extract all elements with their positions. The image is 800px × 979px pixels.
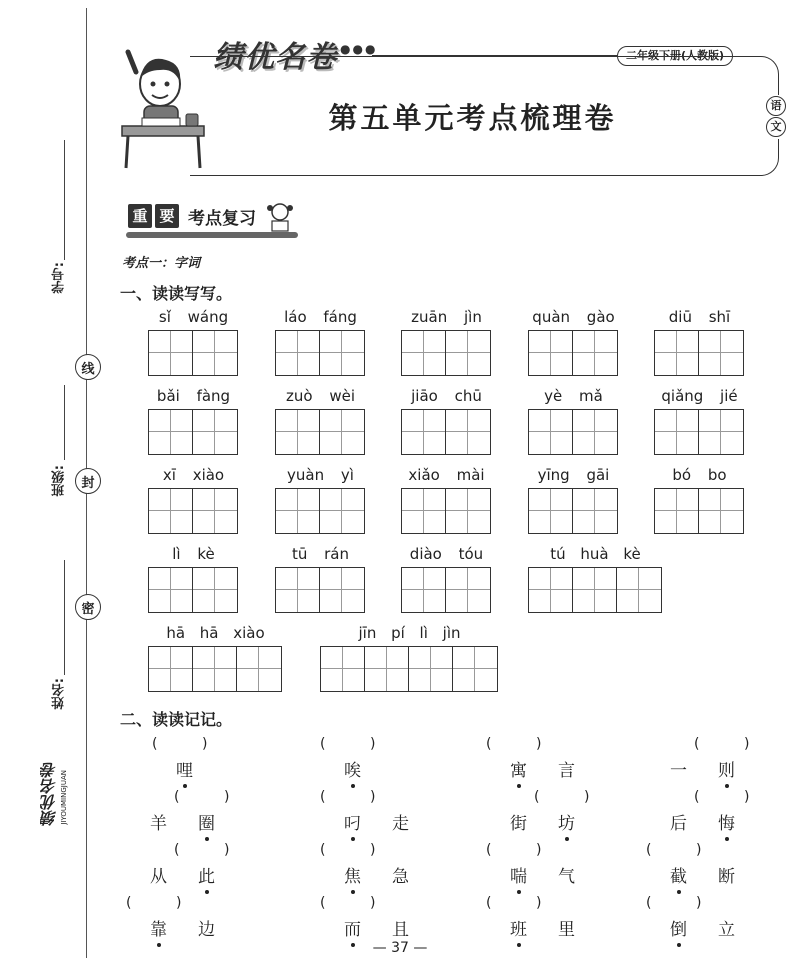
- vocab-char: 班: [510, 915, 527, 940]
- writing-cell[interactable]: [320, 489, 364, 533]
- writing-cell[interactable]: [573, 568, 617, 612]
- writing-cell[interactable]: [453, 647, 497, 691]
- writing-cell[interactable]: [193, 568, 237, 612]
- writing-box[interactable]: [528, 330, 618, 376]
- writing-box[interactable]: [401, 330, 491, 376]
- class-line: [64, 385, 65, 460]
- writing-cell[interactable]: [402, 489, 446, 533]
- pinyin-prompt: tū rán: [291, 545, 350, 563]
- writing-cell[interactable]: [529, 568, 573, 612]
- vocab-char: 坊: [558, 809, 575, 834]
- vocab-char: 且: [392, 920, 409, 940]
- vocab-char: 截: [670, 862, 687, 887]
- writing-box[interactable]: [654, 330, 744, 376]
- writing-cell[interactable]: [402, 568, 446, 612]
- writing-cell[interactable]: [365, 647, 409, 691]
- pinyin-prompt: yè mǎ: [544, 387, 603, 405]
- writing-cell[interactable]: [446, 489, 490, 533]
- question-two-heading: 二、读读记记。: [120, 710, 233, 729]
- vocab-char: 则: [718, 756, 735, 781]
- writing-cell[interactable]: [402, 331, 446, 375]
- vocab-char: 喘: [510, 862, 527, 887]
- vocab-char: 边: [198, 920, 215, 940]
- section-title: 考点复习: [188, 208, 256, 229]
- writing-box[interactable]: [148, 488, 238, 534]
- writing-cell[interactable]: [446, 568, 490, 612]
- vocab-char: 圈: [198, 809, 215, 834]
- writing-cell[interactable]: [193, 489, 237, 533]
- vocab-char: 断: [718, 867, 735, 887]
- pinyin-prompt: yuàn yì: [287, 466, 354, 484]
- writing-box[interactable]: [275, 409, 365, 455]
- writing-box[interactable]: [654, 409, 744, 455]
- vocab-char: 叼: [344, 809, 361, 834]
- section-tag: 要: [155, 204, 179, 228]
- writing-cell[interactable]: [320, 410, 364, 454]
- section-banner: [128, 200, 298, 232]
- answer-parentheses[interactable]: ( ): [152, 736, 208, 752]
- writing-cell[interactable]: [573, 489, 617, 533]
- writing-cell[interactable]: [193, 410, 237, 454]
- writing-cell[interactable]: [409, 647, 453, 691]
- writing-cell[interactable]: [276, 331, 320, 375]
- brand-logo: 绩优名卷: [213, 40, 337, 75]
- vocab-char: 靠: [150, 915, 167, 940]
- writing-cell[interactable]: [321, 647, 365, 691]
- pinyin-prompt: zuò wèi: [286, 387, 355, 405]
- answer-parentheses[interactable]: ( ): [320, 736, 376, 752]
- name-line: [64, 560, 65, 675]
- vocab-char: 里: [558, 920, 575, 940]
- pinyin-prompt: qiǎng jié: [661, 387, 738, 405]
- pinyin-prompt: diào tóu: [409, 545, 484, 563]
- margin-brand-logo: 绩优名卷 JIYOUMINGJUAN: [40, 762, 68, 826]
- pinyin-prompt: sǐ wáng: [158, 308, 229, 326]
- writing-cell[interactable]: [149, 489, 193, 533]
- writing-cell[interactable]: [193, 331, 237, 375]
- pinyin-prompt: hā hā xiào: [166, 624, 265, 642]
- pinyin-prompt: zuān jìn: [411, 308, 482, 326]
- pinyin-prompt: quàn gào: [532, 308, 615, 326]
- pinyin-prompt: bó bo: [672, 466, 727, 484]
- writing-box[interactable]: [401, 567, 491, 613]
- writing-cell[interactable]: [655, 410, 699, 454]
- vocab-char: 焦: [344, 862, 361, 887]
- writing-box[interactable]: [401, 488, 491, 534]
- pinyin-prompt: bǎi fàng: [156, 387, 231, 405]
- vocab-char: 悔: [718, 809, 735, 834]
- writing-cell[interactable]: [320, 568, 364, 612]
- writing-box[interactable]: [275, 330, 365, 376]
- writing-cell[interactable]: [237, 647, 281, 691]
- writing-cell[interactable]: [149, 647, 193, 691]
- answer-parentheses[interactable]: ( ): [174, 789, 230, 805]
- vocab-char: 寓: [510, 756, 527, 781]
- writing-cell[interactable]: [529, 410, 573, 454]
- writing-box[interactable]: [275, 488, 365, 534]
- writing-cell[interactable]: [655, 489, 699, 533]
- answer-parentheses[interactable]: ( ): [646, 842, 702, 858]
- pinyin-prompt: lì kè: [172, 545, 215, 563]
- writing-cell[interactable]: [529, 489, 573, 533]
- pinyin-prompt: xiǎo mài: [408, 466, 485, 484]
- section-underline: [126, 232, 298, 238]
- writing-cell[interactable]: [617, 568, 661, 612]
- page-title: 第五单元考点梳理卷: [328, 101, 617, 135]
- girl-icon: [262, 200, 298, 232]
- answer-parentheses[interactable]: ( ): [694, 736, 750, 752]
- answer-parentheses[interactable]: ( ): [174, 842, 230, 858]
- writing-cell[interactable]: [276, 568, 320, 612]
- pinyin-prompt: jīn pí lì jìn: [358, 624, 461, 642]
- writing-cell[interactable]: [149, 568, 193, 612]
- vocab-char: 此: [198, 862, 215, 887]
- writing-cell[interactable]: [149, 331, 193, 375]
- writing-cell[interactable]: [699, 489, 743, 533]
- vocab-char: 哩: [176, 756, 193, 781]
- seal-secret-char: 密: [75, 594, 101, 620]
- answer-parentheses[interactable]: ( ): [126, 895, 182, 911]
- writing-box[interactable]: [148, 330, 238, 376]
- grade-badge: 二年级下册(人教版): [617, 46, 733, 66]
- writing-box[interactable]: [528, 488, 618, 534]
- writing-cell[interactable]: [149, 410, 193, 454]
- answer-parentheses[interactable]: ( ): [534, 789, 590, 805]
- seal-line-char: 线: [75, 354, 101, 380]
- student-id-line: [64, 140, 65, 260]
- vocab-char: 立: [718, 920, 735, 940]
- writing-cell[interactable]: [402, 410, 446, 454]
- answer-parentheses[interactable]: ( ): [646, 895, 702, 911]
- writing-box[interactable]: [148, 567, 238, 613]
- writing-cell[interactable]: [699, 331, 743, 375]
- writing-cell[interactable]: [446, 410, 490, 454]
- writing-box[interactable]: [401, 409, 491, 455]
- writing-cell[interactable]: [699, 410, 743, 454]
- vocab-char: 后: [670, 814, 687, 834]
- vocab-char: 唉: [344, 756, 361, 781]
- writing-cell[interactable]: [446, 331, 490, 375]
- brand-dots: ●●●: [340, 42, 378, 56]
- writing-box[interactable]: [275, 567, 365, 613]
- seal-seal-char: 封: [75, 468, 101, 494]
- subject-badge: 语 文: [764, 95, 788, 139]
- writing-box[interactable]: [654, 488, 744, 534]
- writing-cell[interactable]: [276, 489, 320, 533]
- answer-parentheses[interactable]: ( ): [486, 842, 542, 858]
- writing-box[interactable]: [148, 646, 282, 692]
- writing-cell[interactable]: [320, 331, 364, 375]
- section-tag: 重: [128, 204, 152, 228]
- pinyin-prompt: xī xiào: [162, 466, 225, 484]
- vocab-char: 急: [392, 867, 409, 887]
- answer-parentheses[interactable]: ( ): [320, 789, 376, 805]
- student-id-label: 学号:: [52, 262, 67, 294]
- pinyin-prompt: láo fáng: [284, 308, 357, 326]
- page-number: — 37 —: [372, 940, 428, 956]
- class-label: 班级:: [52, 465, 67, 497]
- vocab-char: 气: [558, 867, 575, 887]
- writing-cell[interactable]: [573, 331, 617, 375]
- question-one-heading: 一、读读写写。: [120, 284, 233, 303]
- vocab-char: 街: [510, 814, 527, 834]
- answer-parentheses[interactable]: ( ): [486, 736, 542, 752]
- vocab-char: 一: [670, 761, 687, 781]
- vocab-char: 言: [558, 761, 575, 781]
- vocab-char: 走: [392, 814, 409, 834]
- pinyin-prompt: diū shī: [668, 308, 731, 326]
- answer-parentheses[interactable]: ( ): [486, 895, 542, 911]
- pinyin-prompt: jiāo chū: [411, 387, 482, 405]
- writing-cell[interactable]: [193, 647, 237, 691]
- vocab-char: 而: [344, 915, 361, 940]
- vocab-char: 从: [150, 867, 167, 887]
- writing-cell[interactable]: [573, 410, 617, 454]
- writing-cell[interactable]: [529, 331, 573, 375]
- pinyin-prompt: tú huà kè: [550, 545, 641, 563]
- writing-box[interactable]: [528, 409, 618, 455]
- answer-parentheses[interactable]: ( ): [694, 789, 750, 805]
- name-label: 姓名:: [52, 678, 67, 710]
- writing-cell[interactable]: [655, 331, 699, 375]
- topic-heading: 考点一：字词: [122, 256, 201, 271]
- writing-cell[interactable]: [276, 410, 320, 454]
- writing-box[interactable]: [320, 646, 498, 692]
- pinyin-prompt: yīng gāi: [537, 466, 610, 484]
- answer-parentheses[interactable]: ( ): [320, 842, 376, 858]
- vocab-char: 羊: [150, 814, 167, 834]
- writing-box[interactable]: [148, 409, 238, 455]
- vocab-char: 倒: [670, 915, 687, 940]
- writing-box[interactable]: [528, 567, 662, 613]
- answer-parentheses[interactable]: ( ): [320, 895, 376, 911]
